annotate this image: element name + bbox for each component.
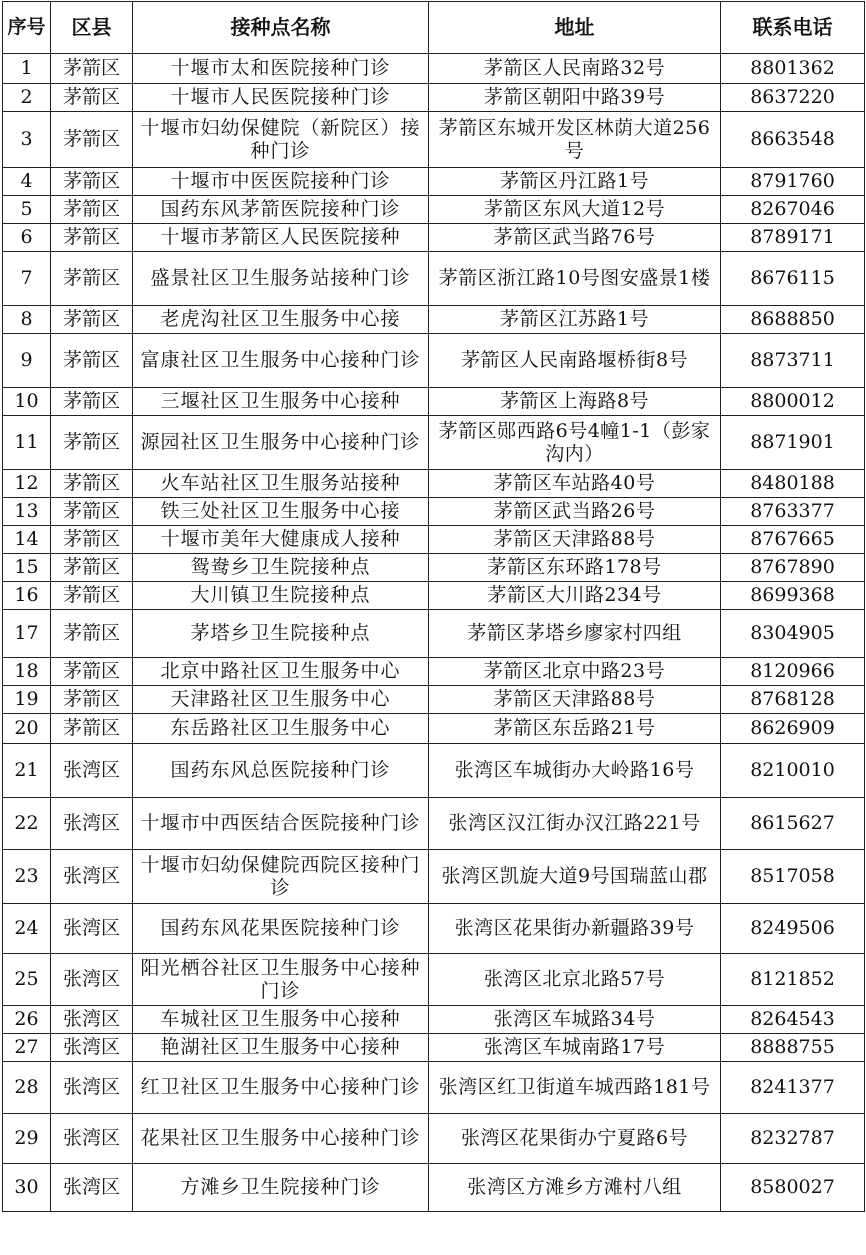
cell-phone: 8304905 bbox=[721, 610, 865, 658]
cell-site-name: 方滩乡卫生院接种门诊 bbox=[133, 1164, 429, 1212]
table-row bbox=[3, 954, 865, 1006]
cell-phone: 8267046 bbox=[721, 196, 865, 224]
cell-district: 张湾区 bbox=[51, 1006, 133, 1034]
cell-phone: 8873711 bbox=[721, 334, 865, 388]
cell-seq: 1 bbox=[3, 54, 51, 84]
cell-site-name: 老虎沟社区卫生服务中心接 bbox=[133, 306, 429, 334]
cell-address: 张湾区凯旋大道9号国瑞蓝山郡 bbox=[429, 850, 721, 904]
cell-phone: 8480188 bbox=[721, 470, 865, 498]
cell-phone: 8210010 bbox=[721, 744, 865, 798]
cell-site-name: 车城社区卫生服务中心接种 bbox=[133, 1006, 429, 1034]
cell-phone: 8768128 bbox=[721, 686, 865, 714]
cell-district: 张湾区 bbox=[51, 850, 133, 904]
table-row bbox=[3, 1062, 865, 1114]
cell-site-name: 花果社区卫生服务中心接种门诊 bbox=[133, 1114, 429, 1164]
cell-seq: 3 bbox=[3, 112, 51, 168]
cell-site-name: 阳光栖谷社区卫生服务中心接种门诊 bbox=[133, 954, 429, 1006]
cell-district: 茅箭区 bbox=[51, 54, 133, 84]
cell-address: 茅箭区北京中路23号 bbox=[429, 658, 721, 686]
cell-district: 茅箭区 bbox=[51, 84, 133, 112]
cell-address: 张湾区北京北路57号 bbox=[429, 954, 721, 1006]
cell-district: 张湾区 bbox=[51, 798, 133, 850]
cell-phone: 8801362 bbox=[721, 54, 865, 84]
cell-seq: 19 bbox=[3, 686, 51, 714]
cell-phone: 8241377 bbox=[721, 1062, 865, 1114]
cell-address: 茅箭区丹江路1号 bbox=[429, 168, 721, 196]
cell-seq: 8 bbox=[3, 306, 51, 334]
cell-address: 茅箭区车站路40号 bbox=[429, 470, 721, 498]
cell-address: 茅箭区天津路88号 bbox=[429, 686, 721, 714]
cell-district: 张湾区 bbox=[51, 1114, 133, 1164]
cell-site-name: 富康社区卫生服务中心接种门诊 bbox=[133, 334, 429, 388]
cell-district: 茅箭区 bbox=[51, 582, 133, 610]
cell-seq: 28 bbox=[3, 1062, 51, 1114]
cell-site-name: 东岳路社区卫生服务中心 bbox=[133, 714, 429, 744]
cell-site-name: 火车站社区卫生服务站接种 bbox=[133, 470, 429, 498]
table-row bbox=[3, 610, 865, 658]
cell-site-name: 国药东风总医院接种门诊 bbox=[133, 744, 429, 798]
cell-phone: 8800012 bbox=[721, 388, 865, 416]
cell-seq: 20 bbox=[3, 714, 51, 744]
table-row bbox=[3, 416, 865, 470]
cell-phone: 8615627 bbox=[721, 798, 865, 850]
cell-address: 张湾区方滩乡方滩村八组 bbox=[429, 1164, 721, 1212]
cell-site-name: 茅塔乡卫生院接种点 bbox=[133, 610, 429, 658]
cell-phone: 8637220 bbox=[721, 84, 865, 112]
cell-seq: 21 bbox=[3, 744, 51, 798]
cell-seq: 22 bbox=[3, 798, 51, 850]
cell-address: 茅箭区人民南路32号 bbox=[429, 54, 721, 84]
cell-seq: 30 bbox=[3, 1164, 51, 1212]
cell-seq: 24 bbox=[3, 904, 51, 954]
cell-site-name: 大川镇卫生院接种点 bbox=[133, 582, 429, 610]
table-row bbox=[3, 470, 865, 498]
cell-address: 茅箭区东风大道12号 bbox=[429, 196, 721, 224]
cell-address: 茅箭区东岳路21号 bbox=[429, 714, 721, 744]
table-row bbox=[3, 1114, 865, 1164]
cell-district: 茅箭区 bbox=[51, 252, 133, 306]
cell-address: 茅箭区江苏路1号 bbox=[429, 306, 721, 334]
table-row bbox=[3, 84, 865, 112]
cell-seq: 4 bbox=[3, 168, 51, 196]
cell-site-name: 国药东风茅箭医院接种门诊 bbox=[133, 196, 429, 224]
header-row bbox=[3, 2, 865, 54]
cell-seq: 27 bbox=[3, 1034, 51, 1062]
table-row bbox=[3, 554, 865, 582]
table-row bbox=[3, 54, 865, 84]
cell-district: 张湾区 bbox=[51, 1164, 133, 1212]
cell-seq: 11 bbox=[3, 416, 51, 470]
header-district: 区县 bbox=[51, 2, 133, 54]
table-row bbox=[3, 112, 865, 168]
cell-address: 张湾区车城南路17号 bbox=[429, 1034, 721, 1062]
cell-site-name: 十堰市中医医院接种门诊 bbox=[133, 168, 429, 196]
cell-district: 茅箭区 bbox=[51, 196, 133, 224]
cell-district: 张湾区 bbox=[51, 744, 133, 798]
cell-site-name: 铁三处社区卫生服务中心接 bbox=[133, 498, 429, 526]
cell-seq: 9 bbox=[3, 334, 51, 388]
table-row bbox=[3, 252, 865, 306]
cell-address: 茅箭区东城开发区林荫大道256号 bbox=[429, 112, 721, 168]
cell-phone: 8626909 bbox=[721, 714, 865, 744]
cell-district: 张湾区 bbox=[51, 1062, 133, 1114]
cell-district: 茅箭区 bbox=[51, 306, 133, 334]
cell-site-name: 十堰市人民医院接种门诊 bbox=[133, 84, 429, 112]
cell-site-name: 十堰市茅箭区人民医院接种 bbox=[133, 224, 429, 252]
table-row bbox=[3, 498, 865, 526]
cell-seq: 26 bbox=[3, 1006, 51, 1034]
cell-address: 茅箭区郧西路6号4幢1-1（彭家沟内） bbox=[429, 416, 721, 470]
cell-site-name: 十堰市妇幼保健院西院区接种门诊 bbox=[133, 850, 429, 904]
cell-district: 茅箭区 bbox=[51, 658, 133, 686]
cell-district: 茅箭区 bbox=[51, 526, 133, 554]
cell-seq: 10 bbox=[3, 388, 51, 416]
cell-phone: 8767890 bbox=[721, 554, 865, 582]
cell-site-name: 国药东风花果医院接种门诊 bbox=[133, 904, 429, 954]
table-row bbox=[3, 388, 865, 416]
cell-phone: 8699368 bbox=[721, 582, 865, 610]
cell-phone: 8120966 bbox=[721, 658, 865, 686]
cell-site-name: 红卫社区卫生服务中心接种门诊 bbox=[133, 1062, 429, 1114]
cell-address: 张湾区花果街办宁夏路6号 bbox=[429, 1114, 721, 1164]
cell-phone: 8517058 bbox=[721, 850, 865, 904]
cell-site-name: 北京中路社区卫生服务中心 bbox=[133, 658, 429, 686]
cell-district: 张湾区 bbox=[51, 1034, 133, 1062]
cell-address: 张湾区红卫街道车城西路181号 bbox=[429, 1062, 721, 1114]
cell-district: 茅箭区 bbox=[51, 686, 133, 714]
cell-site-name: 十堰市中西医结合医院接种门诊 bbox=[133, 798, 429, 850]
cell-district: 茅箭区 bbox=[51, 388, 133, 416]
cell-seq: 25 bbox=[3, 954, 51, 1006]
table-row bbox=[3, 714, 865, 744]
cell-seq: 29 bbox=[3, 1114, 51, 1164]
header-address: 地址 bbox=[429, 2, 721, 54]
table-row bbox=[3, 798, 865, 850]
table-body bbox=[3, 54, 865, 1212]
cell-seq: 14 bbox=[3, 526, 51, 554]
table-row bbox=[3, 1034, 865, 1062]
cell-district: 张湾区 bbox=[51, 954, 133, 1006]
cell-phone: 8264543 bbox=[721, 1006, 865, 1034]
cell-seq: 13 bbox=[3, 498, 51, 526]
header-phone: 联系电话 bbox=[721, 2, 865, 54]
header-seq: 序号 bbox=[3, 2, 51, 54]
cell-address: 茅箭区大川路234号 bbox=[429, 582, 721, 610]
cell-district: 茅箭区 bbox=[51, 470, 133, 498]
vaccination-sites-table bbox=[2, 1, 865, 1212]
cell-address: 茅箭区茅塔乡廖家村四组 bbox=[429, 610, 721, 658]
header-name: 接种点名称 bbox=[133, 2, 429, 54]
table-row bbox=[3, 168, 865, 196]
cell-seq: 12 bbox=[3, 470, 51, 498]
cell-address: 茅箭区浙江路10号图安盛景1楼 bbox=[429, 252, 721, 306]
cell-address: 张湾区汉江街办汉江路221号 bbox=[429, 798, 721, 850]
cell-address: 茅箭区朝阳中路39号 bbox=[429, 84, 721, 112]
table-row bbox=[3, 744, 865, 798]
cell-address: 张湾区车城路34号 bbox=[429, 1006, 721, 1034]
cell-seq: 2 bbox=[3, 84, 51, 112]
table-row bbox=[3, 686, 865, 714]
table-row bbox=[3, 1006, 865, 1034]
cell-address: 茅箭区武当路26号 bbox=[429, 498, 721, 526]
cell-district: 茅箭区 bbox=[51, 498, 133, 526]
cell-site-name: 三堰社区卫生服务中心接种 bbox=[133, 388, 429, 416]
cell-site-name: 源园社区卫生服务中心接种门诊 bbox=[133, 416, 429, 470]
cell-phone: 8688850 bbox=[721, 306, 865, 334]
cell-district: 茅箭区 bbox=[51, 168, 133, 196]
cell-phone: 8871901 bbox=[721, 416, 865, 470]
table-row bbox=[3, 334, 865, 388]
cell-site-name: 十堰市美年大健康成人接种 bbox=[133, 526, 429, 554]
cell-district: 茅箭区 bbox=[51, 224, 133, 252]
cell-seq: 18 bbox=[3, 658, 51, 686]
cell-phone: 8580027 bbox=[721, 1164, 865, 1212]
cell-district: 张湾区 bbox=[51, 904, 133, 954]
cell-phone: 8888755 bbox=[721, 1034, 865, 1062]
table-row bbox=[3, 1164, 865, 1212]
cell-seq: 17 bbox=[3, 610, 51, 658]
cell-address: 茅箭区武当路76号 bbox=[429, 224, 721, 252]
cell-site-name: 盛景社区卫生服务站接种门诊 bbox=[133, 252, 429, 306]
cell-seq: 6 bbox=[3, 224, 51, 252]
cell-site-name: 十堰市太和医院接种门诊 bbox=[133, 54, 429, 84]
cell-seq: 7 bbox=[3, 252, 51, 306]
table-row bbox=[3, 224, 865, 252]
cell-site-name: 天津路社区卫生服务中心 bbox=[133, 686, 429, 714]
cell-phone: 8767665 bbox=[721, 526, 865, 554]
cell-district: 茅箭区 bbox=[51, 416, 133, 470]
cell-district: 茅箭区 bbox=[51, 610, 133, 658]
cell-site-name: 鸳鸯乡卫生院接种点 bbox=[133, 554, 429, 582]
cell-district: 茅箭区 bbox=[51, 554, 133, 582]
table-row bbox=[3, 582, 865, 610]
cell-address: 茅箭区天津路88号 bbox=[429, 526, 721, 554]
cell-address: 茅箭区东环路178号 bbox=[429, 554, 721, 582]
cell-seq: 16 bbox=[3, 582, 51, 610]
cell-phone: 8232787 bbox=[721, 1114, 865, 1164]
cell-seq: 15 bbox=[3, 554, 51, 582]
cell-district: 茅箭区 bbox=[51, 334, 133, 388]
table-row bbox=[3, 658, 865, 686]
table-row bbox=[3, 306, 865, 334]
cell-phone: 8789171 bbox=[721, 224, 865, 252]
cell-address: 张湾区车城街办大岭路16号 bbox=[429, 744, 721, 798]
table-row bbox=[3, 850, 865, 904]
cell-seq: 23 bbox=[3, 850, 51, 904]
table-row bbox=[3, 526, 865, 554]
cell-district: 茅箭区 bbox=[51, 112, 133, 168]
cell-phone: 8121852 bbox=[721, 954, 865, 1006]
cell-phone: 8663548 bbox=[721, 112, 865, 168]
cell-phone: 8676115 bbox=[721, 252, 865, 306]
cell-seq: 5 bbox=[3, 196, 51, 224]
cell-address: 茅箭区人民南路堰桥街8号 bbox=[429, 334, 721, 388]
table-row bbox=[3, 196, 865, 224]
cell-site-name: 十堰市妇幼保健院（新院区）接种门诊 bbox=[133, 112, 429, 168]
cell-phone: 8249506 bbox=[721, 904, 865, 954]
cell-phone: 8763377 bbox=[721, 498, 865, 526]
table-row bbox=[3, 904, 865, 954]
cell-site-name: 艳湖社区卫生服务中心接种 bbox=[133, 1034, 429, 1062]
cell-address: 茅箭区上海路8号 bbox=[429, 388, 721, 416]
cell-district: 茅箭区 bbox=[51, 714, 133, 744]
cell-phone: 8791760 bbox=[721, 168, 865, 196]
cell-address: 张湾区花果街办新疆路39号 bbox=[429, 904, 721, 954]
